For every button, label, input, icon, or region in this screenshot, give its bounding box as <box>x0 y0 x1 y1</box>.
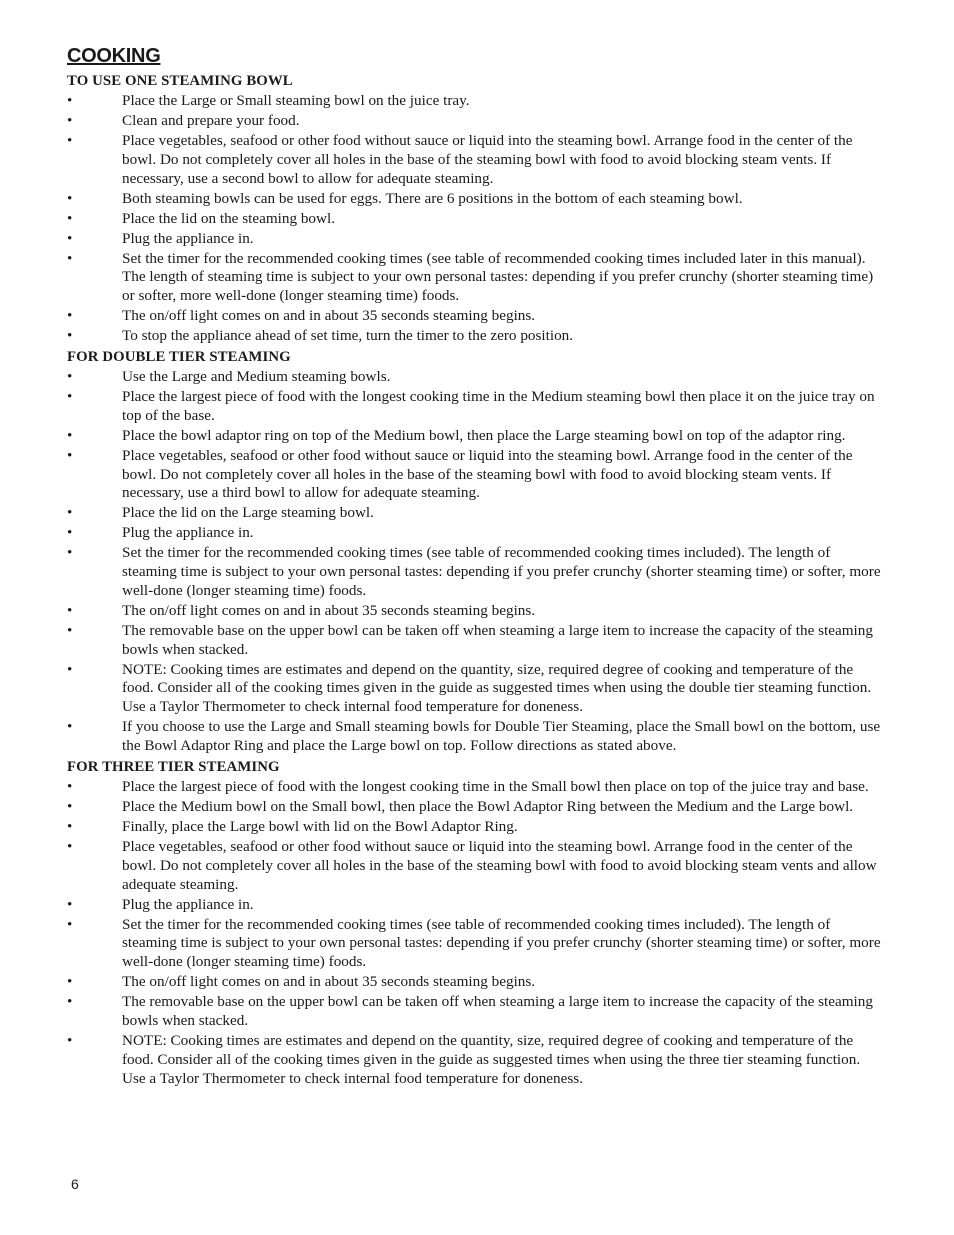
section-one-steaming-bowl <box>67 71 882 346</box>
page-content <box>67 71 882 1089</box>
list-item: • The on/off light comes on and in about 35 seconds steaming begins. <box>67 307 882 326</box>
list-item: • Place the Large or Small steaming bowl on the juice tray. <box>67 92 882 111</box>
list-item: • Set the timer for the recommended cooking times (see table of recommended cooking times included). The length of steaming time is subject to your own personal tastes: depending if you prefer crunchy (shorter steaming time) or softer, more well-done (longer steaming time) foods. <box>67 544 882 600</box>
list-item: • Plug the appliance in. <box>67 230 882 249</box>
page-title: COOKING <box>67 45 161 67</box>
list-item: • The on/off light comes on and in about 35 seconds steaming begins. <box>67 973 882 992</box>
instruction-list <box>67 368 882 756</box>
list-item: • NOTE: Cooking times are estimates and depend on the quantity, size, required degree of cooking and temperature of the food. Consider all of the cooking times given in the guide as suggested times when using the three tier steaming function. Use a Taylor Thermometer to check internal food temperature for doneness. <box>67 1032 882 1088</box>
list-item: • Place vegetables, seafood or other food without sauce or liquid into the steaming bowl. Arrange food in the center of the bowl. Do not completely cover all holes in the base of the steaming bowl with food to avoid blocking steam vents. If necessary, use a third bowl to allow for adequate steaming. <box>67 447 882 503</box>
list-item: • Use the Large and Medium steaming bowls. <box>67 368 882 387</box>
list-item: • Place the Medium bowl on the Small bowl, then place the Bowl Adaptor Ring between the Medium and the Large bowl. <box>67 798 882 817</box>
section-heading: FOR THREE TIER STEAMING <box>67 759 280 776</box>
list-item: • The removable base on the upper bowl can be taken off when steaming a large item to increase the capacity of the steaming bowls when stacked. <box>67 993 882 1031</box>
list-item: • Place the lid on the steaming bowl. <box>67 210 882 229</box>
list-item: • Place the lid on the Large steaming bowl. <box>67 504 882 523</box>
list-item: • If you choose to use the Large and Small steaming bowls for Double Tier Steaming, place the Small bowl on the bottom, use the Bowl Adaptor Ring and place the Large bowl on top. Follow directions as stated above. <box>67 718 882 756</box>
section-heading: FOR DOUBLE TIER STEAMING <box>67 349 291 366</box>
section-heading: TO USE ONE STEAMING BOWL <box>67 73 293 89</box>
list-item: • Place the largest piece of food with the longest cooking time in the Medium steaming bowl then place it on the juice tray on top of the base. <box>67 388 882 426</box>
instruction-list <box>67 778 882 1088</box>
list-item: • Both steaming bowls can be used for eggs. There are 6 positions in the bottom of each steaming bowl. <box>67 190 882 209</box>
list-item: • Clean and prepare your food. <box>67 112 882 131</box>
list-item: • Place the bowl adaptor ring on top of the Medium bowl, then place the Large steaming bowl on top of the adaptor ring. <box>67 427 882 446</box>
list-item: • Finally, place the Large bowl with lid on the Bowl Adaptor Ring. <box>67 818 882 837</box>
list-item: • Place vegetables, seafood or other food without sauce or liquid into the steaming bowl. Arrange food in the center of the bowl. Do not completely cover all holes in the base of the steaming bowl with food to avoid blocking steam vents. If necessary, use a second bowl to allow for adequate steaming. <box>67 132 882 188</box>
list-item: • Set the timer for the recommended cooking times (see table of recommended cooking times included later in this manual). The length of steaming time is subject to your own personal tastes: depending if you prefer crunchy (shorter steaming time) or softer, more well-done (longer steaming time) foods. <box>67 250 882 306</box>
section-three-tier-steaming <box>67 757 882 1088</box>
list-item: • To stop the appliance ahead of set time, turn the timer to the zero position. <box>67 327 882 346</box>
list-item: • The on/off light comes on and in about 35 seconds steaming begins. <box>67 602 882 621</box>
list-item: • Plug the appliance in. <box>67 524 882 543</box>
list-item: • Plug the appliance in. <box>67 896 882 915</box>
list-item: • Place the largest piece of food with the longest cooking time in the Small bowl then place on top of the juice tray and base. <box>67 778 882 797</box>
section-double-tier-steaming <box>67 347 882 756</box>
list-item: • NOTE: Cooking times are estimates and depend on the quantity, size, required degree of cooking and temperature of the food. Consider all of the cooking times given in the guide as suggested times when using the double tier steaming function. Use a Taylor Thermometer to check internal food temperature for doneness. <box>67 661 882 717</box>
list-item: • The removable base on the upper bowl can be taken off when steaming a large item to increase the capacity of the steaming bowls when stacked. <box>67 622 882 660</box>
page-number: 6 <box>71 1176 79 1192</box>
list-item: • Place vegetables, seafood or other food without sauce or liquid into the steaming bowl. Arrange food in the center of the bowl. Do not completely cover all holes in the base of the steaming bowl with food to avoid blocking steam vents and allow adequate steaming. <box>67 838 882 894</box>
instruction-list <box>67 92 882 346</box>
list-item: • Set the timer for the recommended cooking times (see table of recommended cooking times included). The length of steaming time is subject to your own personal tastes: depending if you prefer crunchy (shorter steaming time) or softer, more well-done (longer steaming time) foods. <box>67 916 882 972</box>
